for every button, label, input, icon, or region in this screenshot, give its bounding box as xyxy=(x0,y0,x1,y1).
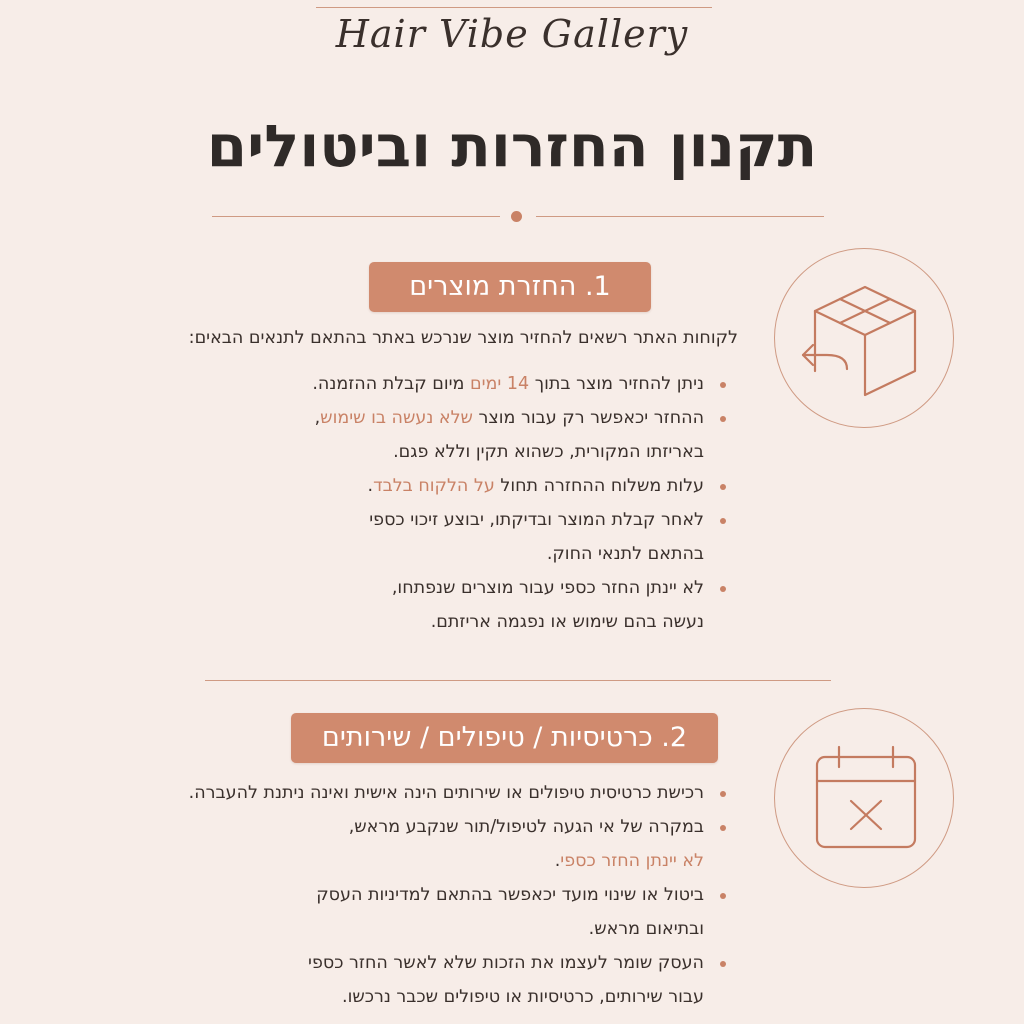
bullet-icon xyxy=(720,893,726,899)
list-item: במקרה של אי הגעה לטיפול/תור שנקבע מראש, לא יינתן החזר כספי. xyxy=(86,810,726,878)
bullet-icon xyxy=(720,791,726,797)
section1-intro: לקוחות האתר רשאים להחזיר מוצר שנרכש באתר בהתאם לתנאים הבאים: xyxy=(188,328,738,348)
section1-heading: 1. החזרת מוצרים xyxy=(369,262,651,312)
title-divider-dot xyxy=(511,211,522,222)
list-item: ביטול או שינוי מועד יכאפשר בהתאם למדיניות העסק ובתיאום מראש. xyxy=(86,878,726,946)
calendar-cancel-icon xyxy=(775,709,955,889)
page-title: תקנון החזרות וביטולים xyxy=(206,112,818,180)
title-divider-right xyxy=(536,216,824,217)
list-item: לאחר קבלת המוצר ובדיקתו, יבוצע זיכוי כספי בהתאם לתנאי החוק. xyxy=(166,503,726,571)
calendar-cancel-icon-circle xyxy=(774,708,954,888)
bullet-icon xyxy=(720,518,726,524)
bullet-icon xyxy=(720,416,726,422)
section1-list xyxy=(166,367,726,639)
bullet-icon xyxy=(720,825,726,831)
list-item: העסק שומר לעצמו את הזכות שלא לאשר החזר כספי עבור שירותים, כרטיסיות או טיפולים שכבר נרכשו. xyxy=(86,946,726,1014)
top-divider xyxy=(316,7,712,8)
bullet-icon xyxy=(720,586,726,592)
bullet-icon xyxy=(720,484,726,490)
list-item: ניתן להחזיר מוצר בתוך 14 ימים מיום קבלת ההזמנה. xyxy=(166,367,726,401)
section2-list xyxy=(86,776,726,1014)
list-item: עלות משלוח ההחזרה תחול על הלקוח בלבד. xyxy=(166,469,726,503)
list-item: רכישת כרטיסית טיפולים או שירותים הינה אישית ואינה ניתנת להעברה. xyxy=(86,776,726,810)
list-item: לא יינתן החזר כספי עבור מוצרים שנפתחו, נעשה בהם שימוש או נפגמה אריזתם. xyxy=(166,571,726,639)
brand-logo-text: Hair Vibe Gallery xyxy=(335,12,689,56)
box-return-icon-circle xyxy=(774,248,954,428)
title-divider-left xyxy=(212,216,500,217)
section2-heading: 2. כרטיסיות / טיפולים / שירותים xyxy=(291,713,718,763)
bullet-icon xyxy=(720,961,726,967)
bullet-icon xyxy=(720,382,726,388)
section-divider xyxy=(205,680,831,681)
list-item: ההחזר יכאפשר רק עבור מוצר שלא נעשה בו שימוש, באריזתו המקורית, כשהוא תקין וללא פגם. xyxy=(166,401,726,469)
box-return-icon xyxy=(775,249,955,429)
